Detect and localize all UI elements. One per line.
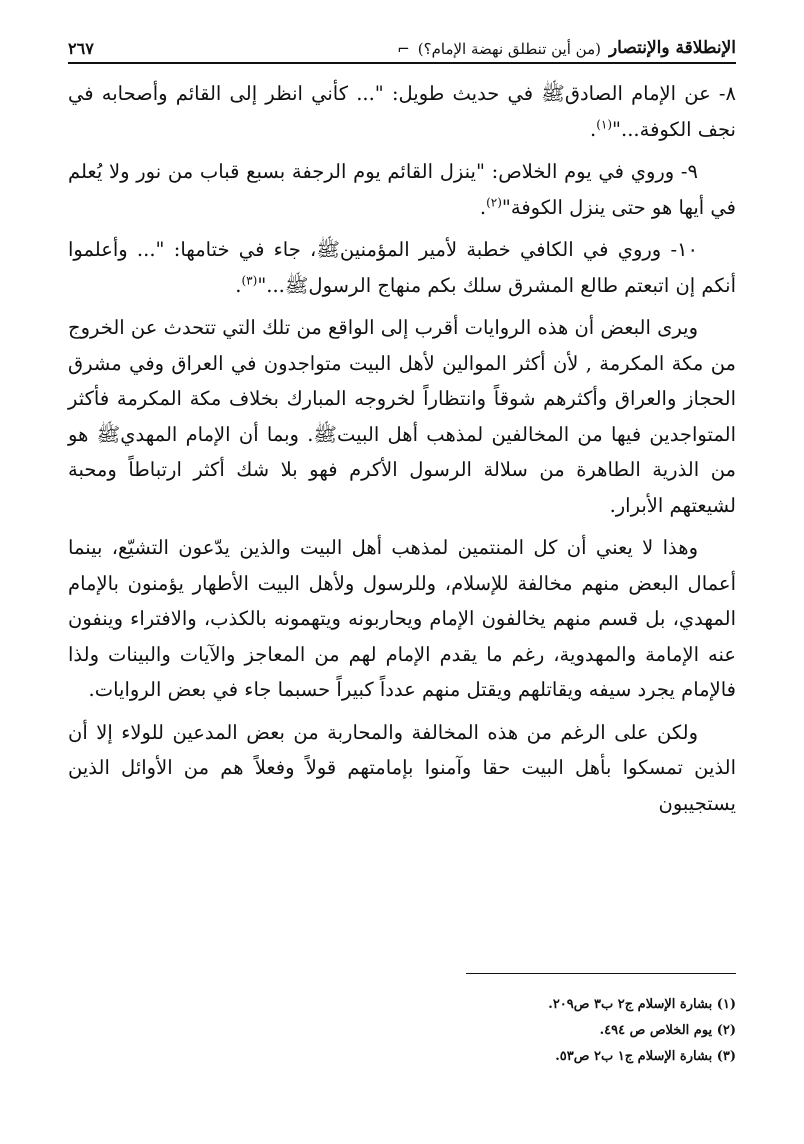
paragraph-analysis bbox=[68, 310, 736, 523]
page-number: ٢٦٧ bbox=[68, 39, 94, 58]
paragraph-text: وهذا لا يعني أن كل المنتمين لمذهب أهل البيت والذين يدّعون التشيّع، بينما أعمال البعض منهم مخالفة للإسلام، وللرسول ولأهل البيت الأطهار يؤمنون بالإمام المهدي، بل قسم منهم يخالفون الإمام ويحاربونه ويتهمونه بالكذب، والافتراء وينفون عنه الإمامة والمهدوية، رغم ما يقدم الإمام لهم من المعاجز والآيات والبينات ولذا فالإمام يجرد سيفه ويقاتلهم ويقتل منهم عدداً كبيراً حسبما جاء في بعض الروايات. bbox=[68, 536, 736, 701]
header-ornament-icon: ⌐ bbox=[397, 40, 410, 58]
paragraph-clarification bbox=[68, 530, 736, 708]
footnote-ref: (٣) bbox=[241, 273, 258, 287]
running-header bbox=[68, 30, 736, 64]
footnote-2: (٢) يوم الخلاص ص ٤٩٤. bbox=[599, 1023, 736, 1038]
footnote-3: (٣) بشارة الإسلام ج١ ب٢ ص٥٣. bbox=[555, 1049, 736, 1064]
footnote-separator bbox=[466, 973, 736, 974]
paragraph-hadith-8 bbox=[68, 76, 736, 147]
paragraph-tail: . bbox=[479, 195, 487, 219]
paragraph-text: ٨- عن الإمام الصادقﷺ في حديث طويل: "... كأني انظر إلى القائم وأصحابه في نجف الكوفة..." bbox=[68, 82, 736, 141]
paragraph-tail: . bbox=[590, 117, 597, 141]
paragraph-hadith-10 bbox=[68, 232, 736, 303]
footnotes bbox=[236, 992, 736, 1070]
paragraph-hadith-9 bbox=[68, 154, 736, 225]
page-body bbox=[68, 76, 736, 828]
paragraph-tail: . bbox=[235, 273, 242, 297]
paragraph-text: ويرى البعض أن هذه الروايات أقرب إلى الواقع من تلك التي تتحدث عن الخروج من مكة المكرمة , لأن أكثر الموالين لأهل البيت متواجدون في العراق وفي مشرق الحجاز والعراق وأكثرهم شوقاً وانتظاراً لخروجه المبارك بخلاف مكة المكرمة فأكثر المتواجدين فيها من المخالفين لمذهب أهل البيتﷺ. وبما أن الإمام المهديﷺ هو من الذرية الطاهرة من سلالة الرسول الأكرم فهو بلا شك أكثر ارتباطاً ومحبة لشيعتهم الأبرار. bbox=[68, 316, 736, 517]
paragraph-text: ولكن على الرغم من هذه المخالفة والمحاربة من بعض المدعين للولاء إلا أن الذين تمسكوا بأهل البيت حقا وآمنوا بإمامتهم قولاً وفعلاً هم من الأوائل الذين يستجيبون bbox=[68, 720, 736, 815]
paragraph-text: ١٠- وروي في الكافي خطبة لأمير المؤمنينﷺ، جاء في ختامها: "... وأعلموا أنكم إن اتبعتم طالع المشرق سلك بكم منهاج الرسولﷺ..." bbox=[68, 238, 736, 297]
paragraph-text: ٩- وروي في يوم الخلاص: "ينزل القائم يوم الرجفة بسبع قباب من نور ولا يُعلم في أيها هو حتى ينزل الكوفة" bbox=[68, 160, 736, 219]
footnote-ref: (١) bbox=[596, 117, 613, 131]
footnote-ref: (٢) bbox=[486, 195, 502, 209]
header-subtitle: (من أين تنطلق نهضة الإمام؟) bbox=[417, 40, 601, 58]
header-title: الإنطلاقة والإنتصار bbox=[608, 38, 736, 58]
paragraph-conclusion bbox=[68, 715, 736, 822]
footnote-1: (١) بشارة الإسلام ج٢ ب٣ ص٢٠٩. bbox=[548, 997, 736, 1012]
